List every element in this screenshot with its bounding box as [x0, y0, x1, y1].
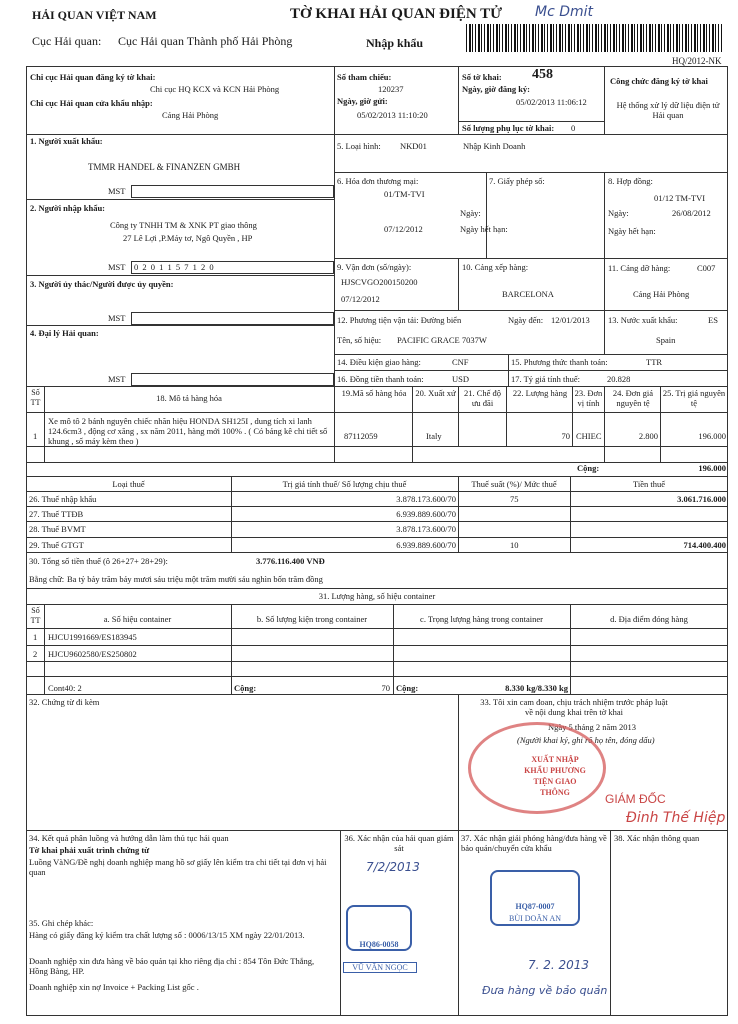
vessel-label: Tên, số hiệu: [337, 335, 382, 345]
license-expiry-label: Ngày hết hạn: [460, 224, 508, 234]
dept-value: Cục Hải quan Thành phố Hải Phòng [118, 34, 293, 48]
bl-label: 9. Vận đơn (số/ngày): [337, 262, 412, 272]
tax-row-amount: 3.061.716.000 [677, 494, 726, 504]
tax-hdr-amount: Tiền thuế [632, 479, 666, 489]
reg-date-label: Ngày, giờ đăng ký: [462, 84, 530, 94]
appendix-value: 0 [571, 123, 576, 133]
s34-text: Luồng VàNG/Đề nghị doanh nghiệp mang hồ sơ giấy lên kiểm tra chi tiết tại đơn vị hải quan [29, 857, 327, 877]
exporter-mst-box [131, 185, 334, 198]
cont-hdr-place: d. Địa điểm đóng hàng [610, 614, 688, 624]
s35-text-2: Doanh nghiệp xin đưa hàng về bảo quản tại kho riêng địa chỉ : 854 Tôn Đức Thắng, Hồng Bàng, HP. [29, 956, 315, 976]
goods-row-hs: 87112059 [344, 431, 378, 441]
reg-date-value: 05/02/2013 11:06:12 [516, 97, 587, 107]
tax-total: 3.776.116.400 VNĐ [256, 556, 325, 566]
currency-value: USD [452, 374, 470, 384]
tax-total-label: 30. Tổng số tiền thuế (ô 26+27+ 28+29): [29, 556, 168, 566]
goods-row-unit: CHIEC [576, 431, 602, 441]
type-code: NKD01 [400, 141, 427, 151]
trustee-label: 3. Người ủy thác/Người được ủy quyền: [30, 279, 174, 289]
reg-branch-value: Chi cục HQ KCX và KCN Hải Phòng [150, 84, 280, 94]
reg-branch-label: Chi cục Hải quan đăng ký tờ khai: [30, 72, 156, 82]
tax-row-base: 3.878.173.600/70 [396, 494, 456, 504]
commit-date: Ngày 5 tháng 2 năm 2013 [548, 722, 637, 732]
transport-label: 12. Phương tiện vận tải: Đường biển [337, 315, 462, 325]
declaration-type: Nhập khẩu [366, 36, 424, 50]
officer-value: Hệ thống xử lý dữ liệu điện tử Hải quan [616, 100, 720, 120]
unload-port: Cảng Hải Phòng [633, 289, 690, 299]
invoice-date: 07/12/2012 [384, 224, 423, 234]
cont-hdr-pkgs: b. Số lượng kiện trong container [256, 614, 368, 624]
goods-hdr-pref: 21. Chế độ ưu đãi [463, 388, 502, 408]
goods-hdr-value: 25. Trị giá nguyên tệ [662, 388, 726, 408]
arrival-label: Ngày đến: [508, 315, 544, 325]
importer-name: Công ty TNHH TM & XNK PT giao thông [110, 220, 257, 230]
agency-name: HẢI QUAN VIỆT NAM [32, 8, 157, 22]
bl-no: HJSCVGO200150200 [341, 277, 418, 287]
type-label: 5. Loại hình: [337, 141, 381, 151]
containers-title: 31. Lượng hàng, số hiệu container [318, 591, 436, 601]
director-title: GIÁM ĐỐC [605, 792, 666, 806]
director-signature: Đinh Thế Hiệp [626, 810, 726, 826]
handwritten-note: Mc Dmit [535, 4, 594, 20]
rate-value: 20.828 [607, 374, 631, 384]
s37-label: 37. Xác nhận giải phóng hàng/đưa hàng về bảo quản/chuyển cửa khẩu [461, 833, 607, 853]
cont-hdr-no: Số TT [30, 606, 41, 625]
cont-sum-weight: 8.330 kg/8.330 kg [505, 683, 568, 693]
goods-row-qty: 70 [561, 431, 570, 441]
ref-value: 120237 [378, 84, 404, 94]
tax-row-name: 29. Thuế GTGT [29, 540, 84, 550]
goods-row-no: 1 [33, 431, 38, 441]
tax-hdr-type: Loại thuế [112, 479, 145, 489]
company-seal-text: XUẤT NHẬP KHẨU PHƯƠNG TIỆN GIAO THÔNG [524, 755, 586, 797]
form-title: TỜ KHAI HẢI QUAN ĐIỆN TỬ [290, 6, 503, 22]
goods-row-desc: Xe mô tô 2 bánh nguyên chiếc nhãn hiệu HONDA SH125I , dung tích xi lanh 124.6cm3 , động cơ xăng , sx năm 2011, hàng mới 100% . ( Có bảng kê chi tiết số khung , số máy kèm theo ) [48, 416, 328, 446]
load-port-label: 10. Cảng xếp hàng: [462, 262, 529, 272]
trustee-mst-box [131, 312, 334, 325]
tax-row-amount: 714.400.400 [683, 540, 726, 550]
invoice-label: 6. Hóa đơn thương mại: [337, 176, 419, 186]
goods-hdr-qty: 22. Lượng hàng [512, 388, 568, 398]
contract-date-label: Ngày: [608, 208, 629, 218]
decl-no-value: 458 [532, 67, 553, 82]
tax-row-name: 28. Thuế BVMT [29, 524, 86, 534]
s35-text-3: Doanh nghiệp xin nợ Invoice + Packing List gốc . [29, 982, 199, 992]
form-code: HQ/2012-NK [672, 56, 722, 66]
s34-label: 34. Kết quả phân luồng và hướng dẫn làm thủ tục hải quan [29, 833, 229, 843]
entry-branch-value: Cảng Hải Phòng [162, 110, 219, 120]
goods-row-origin: Italy [426, 431, 442, 441]
s38-label: 38. Xác nhận thông quan [614, 833, 700, 843]
invoice-no: 01/TM-TVI [384, 189, 425, 199]
s36-stamp-code: HQ86-0058 [359, 940, 399, 949]
tax-row-rate: 75 [510, 494, 519, 504]
cont-sum-label: Cộng: [234, 683, 257, 693]
tax-row-base: 6.939.889.600/70 [396, 509, 456, 519]
agent-mst-box [131, 373, 334, 386]
agent-label: 4. Đại lý Hải quan: [30, 328, 99, 338]
entry-branch-label: Chi cục Hải quan cửa khẩu nhập: [30, 98, 153, 108]
payment-label: 15. Phương thức thanh toán: [511, 357, 608, 367]
goods-hdr-desc: 18. Mô tả hàng hóa [156, 393, 222, 403]
commit-sign-note: (Người khai ký, ghi rõ họ tên, đóng dấu) [517, 735, 655, 745]
send-time-value: 05/02/2013 11:10:20 [357, 110, 428, 120]
incoterm-label: 14. Điều kiện giao hàng: [337, 357, 421, 367]
s35-label: 35. Ghi chép khác: [29, 918, 94, 928]
send-time-label: Ngày, giờ gửi: [337, 96, 388, 106]
officer-label: Công chức đăng ký tờ khai [610, 76, 708, 86]
cont-sum-pkgs: 70 [381, 683, 390, 693]
cont-hdr-weight: c. Trọng lượng hàng trong container [420, 614, 543, 624]
appendix-label: Số lượng phụ lục tờ khai: [462, 123, 555, 133]
importer-mst-value: 0 2 0 1 1 5 7 1 2 0 [134, 262, 215, 272]
commit-text: 33. Tôi xin cam đoan, chịu trách nhiệm trước pháp luật về nội dung khai trên tờ khai [480, 697, 668, 717]
agent-mst-label: MST [108, 374, 126, 384]
unload-port-label: 11. Cảng dỡ hàng: [608, 263, 671, 273]
goods-total-label: Cộng: [577, 463, 600, 473]
cont-hdr-id: a. Số hiệu container [103, 614, 172, 624]
cont-weight-label: Cộng: [396, 683, 419, 693]
tax-words: Ba tỷ bảy trăm bảy mươi sáu triệu một trăm mười sáu nghìn bốn trăm đồng [67, 574, 323, 584]
tax-row-name: 27. Thuế TTĐB [29, 509, 84, 519]
currency-label: 16. Đồng tiền thanh toán: [337, 374, 424, 384]
cont-row-id: HJCU9602580/ES250802 [48, 649, 137, 659]
s36-label: 36. Xác nhận của hải quan giám sát [344, 833, 454, 853]
importer-label: 2. Người nhập khẩu: [30, 203, 106, 213]
docs-label: 32. Chứng từ đi kèm [29, 697, 100, 707]
contract-date: 26/08/2012 [672, 208, 711, 218]
incoterm-value: CNF [452, 357, 469, 367]
goods-hdr-no: Số TT [30, 388, 41, 407]
origin-country: Spain [656, 335, 676, 345]
cont-row-id: HJCU1991669/ES183945 [48, 632, 137, 642]
license-label: 7. Giấy phép số: [489, 176, 545, 186]
tax-hdr-base: Trị giá tính thuế/ Số lượng chịu thuế [282, 479, 407, 489]
s37-handwritten-note: Đưa hàng về bảo quản [482, 984, 608, 997]
goods-total: 196.000 [698, 463, 726, 473]
s37-handwritten-date: 7. 2. 2013 [528, 958, 590, 972]
dept-label: Cục Hải quan: [32, 34, 102, 48]
importer-mst-label: MST [108, 262, 126, 272]
goods-row-price: 2.800 [638, 431, 658, 441]
tax-row-base: 3.878.173.600/70 [396, 524, 456, 534]
ref-label: Số tham chiếu: [337, 72, 392, 82]
tax-words-label: Bằng chữ: [29, 574, 65, 584]
tax-hdr-rate: Thuế suất (%)/ Mức thuế [471, 479, 557, 489]
s34-sub: Tờ khai phải xuất trình chứng từ [29, 845, 150, 855]
trustee-mst-label: MST [108, 313, 126, 323]
decl-no-label: Số tờ khai: [462, 72, 502, 82]
cont-count: Cont40: 2 [48, 683, 82, 693]
license-date-label: Ngày: [460, 208, 481, 218]
cont-row-no: 1 [33, 632, 38, 642]
exporter-mst-label: MST [108, 186, 126, 196]
s36-handwritten-date: 7/2/2013 [366, 860, 420, 874]
origin-label: 13. Nước xuất khẩu: [608, 315, 678, 325]
goods-hdr-hs: 19.Mã số hàng hóa [341, 388, 407, 398]
s37-stamp-name: BÙI DOÃN AN [509, 914, 561, 923]
exporter-name: TMMR HANDEL & FINANZEN GMBH [88, 162, 241, 172]
tax-row-name: 26. Thuế nhập khẩu [29, 494, 97, 504]
arrival-date: 12/01/2013 [551, 315, 590, 325]
tax-row-rate: 10 [510, 540, 519, 550]
contract-label: 8. Hợp đồng: [608, 176, 653, 186]
s37-stamp-code: HQ87-0007 [515, 902, 555, 911]
origin-code: ES [708, 315, 718, 325]
goods-hdr-price: 24. Đơn giá nguyên tệ [612, 388, 654, 408]
goods-row-value: 196.000 [698, 431, 726, 441]
contract-expiry-label: Ngày hết hạn: [608, 226, 656, 236]
bl-date: 07/12/2012 [341, 294, 380, 304]
load-port: BARCELONA [502, 289, 554, 299]
contract-no: 01/12 TM-TVI [654, 193, 706, 203]
vessel-name: PACIFIC GRACE 7037W [397, 335, 487, 345]
type-name: Nhập Kinh Doanh [463, 141, 526, 151]
s36-stamp-name: VŨ VĂN NGỌC [343, 962, 417, 973]
s35-text-1: Hàng có giấy đăng ký kiểm tra chất lượng số : 0006/13/15 XM ngày 22/01/2013. [29, 930, 305, 940]
payment-value: TTR [646, 357, 663, 367]
goods-hdr-unit: 23. Đơn vị tính [574, 388, 603, 408]
tax-row-base: 6.939.889.600/70 [396, 540, 456, 550]
goods-hdr-origin: 20. Xuất xứ [415, 388, 456, 398]
cont-row-no: 2 [33, 649, 38, 659]
exporter-label: 1. Người xuất khẩu: [30, 136, 103, 146]
unload-port-code: C007 [697, 263, 716, 273]
barcode [466, 24, 722, 52]
importer-address: 27 Lê Lợi ,P.Máy tơ, Ngô Quyền , HP [123, 233, 253, 243]
rate-label: 17. Tỷ giá tính thuế: [511, 374, 581, 384]
